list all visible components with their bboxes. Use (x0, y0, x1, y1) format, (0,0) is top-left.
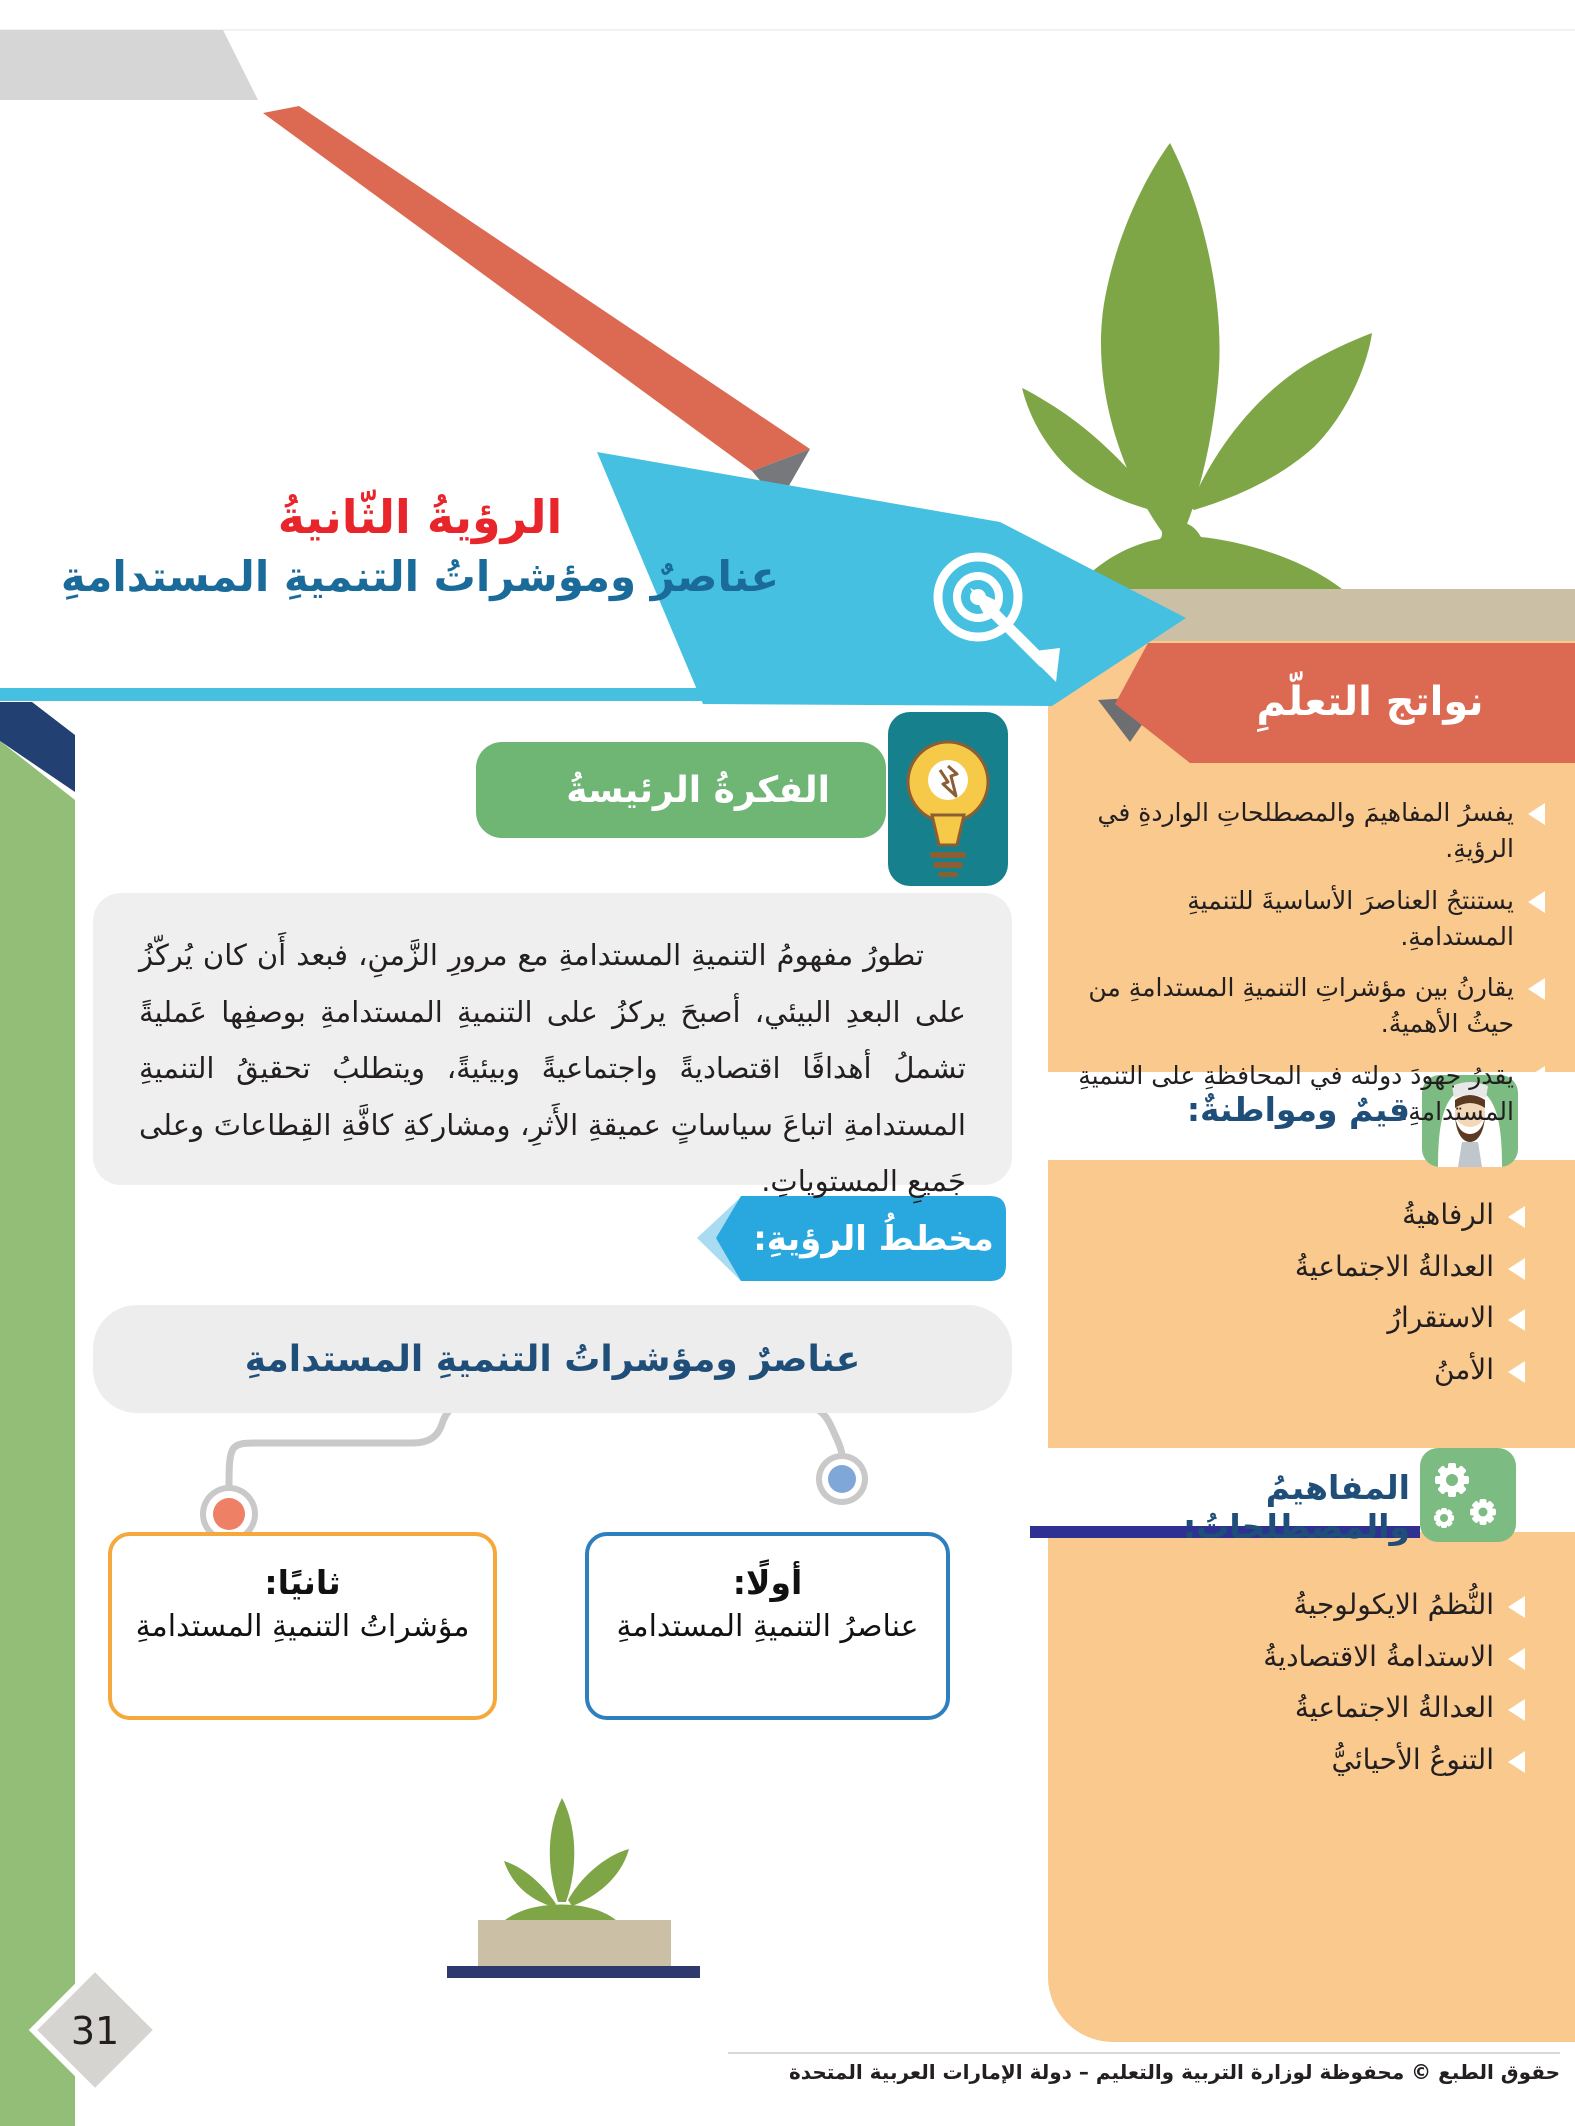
triangle-bullet-icon (1508, 1751, 1525, 1773)
triangle-bullet-icon (1528, 1066, 1545, 1088)
list-item (1100, 1353, 1525, 1387)
list-item (1075, 795, 1545, 868)
lesson-title-red: الرؤيةُ الثّانيةُ (277, 490, 563, 544)
concept-text: النُّظمُ الايكولوجيةُ (1293, 1588, 1494, 1621)
top-hairline (0, 29, 1575, 31)
node-indicators-label: ثانيًا: (264, 1563, 341, 1602)
value-text: العدالةُ الاجتماعيةُ (1294, 1249, 1494, 1283)
triangle-bullet-icon (1508, 1206, 1525, 1228)
gears-icon (1420, 1448, 1516, 1542)
node-elements-text: عناصرُ التنميةِ المستدامةِ (616, 1608, 919, 1644)
value-text: الأمنُ (1433, 1352, 1494, 1386)
outcome-text: يقارنُ بين مؤشراتِ التنميةِ المستدامةِ من حيثُ الأهميةُ. (1088, 973, 1514, 1039)
triangle-bullet-icon (1508, 1648, 1525, 1670)
copyright-footer: حقوق الطبع © محفوظة لوزارة التربية والتعليم – دولة الإمارات العربية المتحدة (788, 2060, 1560, 2084)
seedling-illustration (1022, 143, 1372, 589)
triangle-bullet-icon (1528, 803, 1545, 825)
concept-text: الاستدامةُ الاقتصاديةُ (1263, 1639, 1494, 1673)
main-idea-heading: الفكرةُ الرئيسةُ (566, 769, 830, 811)
gray-corner-band (0, 30, 258, 100)
small-plant-illustration (447, 1798, 700, 1978)
triangle-bullet-icon (1528, 891, 1545, 913)
node-indicators (108, 1532, 497, 1720)
concepts-heading: المفاهيمُ والمصطلحاتُ: (1182, 1468, 1410, 1546)
node-indicators-text: مؤشراتُ التنميةِ المستدامةِ (135, 1608, 470, 1644)
list-item (1100, 1743, 1525, 1777)
list-item (1100, 1640, 1525, 1674)
connector-dot-orange (213, 1498, 245, 1530)
main-idea-box (93, 893, 1012, 1199)
value-text: الرفاهيةُ (1402, 1198, 1494, 1231)
diagram-connector (229, 1403, 842, 1491)
triangle-bullet-icon (1528, 978, 1545, 1000)
page-number: 31 (70, 2009, 120, 2053)
value-text: الاستقرارُ (1387, 1301, 1494, 1335)
list-item (1100, 1691, 1525, 1725)
vision-map-root: عناصرٌ ومؤشراتُ التنميةِ المستدامةِ (93, 1305, 1012, 1413)
lesson-title (40, 486, 800, 607)
triangle-bullet-icon (1508, 1361, 1525, 1383)
red-diagonal-stripe (263, 106, 810, 471)
concept-text: التنوعُ الأحيائيُّ (1331, 1742, 1494, 1776)
node-elements-label: أولًا: (732, 1563, 803, 1602)
main-idea-banner (476, 742, 886, 838)
values-list (1100, 1198, 1525, 1404)
triangle-bullet-icon (1508, 1258, 1525, 1280)
footer-hairline (728, 2052, 1560, 2054)
outcome-text: يستنتجُ العناصرَ الأساسيةَ للتنميةِ المستدامةِ. (1187, 885, 1514, 951)
concepts-list (1100, 1588, 1525, 1794)
triangle-bullet-icon (1508, 1596, 1525, 1618)
vision-map-heading: مخططُ الرؤيةِ: (753, 1218, 994, 1259)
connector-dot-blue (828, 1465, 856, 1493)
lesson-title-blue: عناصرٌ ومؤشراتُ التنميةِ المستدامةِ (60, 552, 780, 602)
main-idea-paragraph: تطورُ مفهومُ التنميةِ المستدامةِ مع مرورِ الزَّمنِ، فبعد أَن كان يُركّزُ على البعدِ البيئي، أصبحَ يركزُ على التنميةِ المستدامةِ بوصفِها عَمليةً تشملُ أهدافًا اقتصاديةً واجتماعيةً وبيئيةً، ويتطلبُ تحقيقُ التنميةِ المستدامةِ اتباعَ سياساتٍ عميقةِ الأَثرِ، ومشاركةِ كافَّةِ القِطاعاتَ وعلى جَميعِ المستوياتِ. (139, 938, 966, 1199)
list-item (1100, 1588, 1525, 1622)
list-item (1075, 883, 1545, 956)
lightbulb-icon (888, 712, 1008, 886)
list-item (1100, 1198, 1525, 1232)
triangle-bullet-icon (1508, 1699, 1525, 1721)
outcome-text: يقدرُ جهودَ دولته في المحافظةِ على التنميةِ المستدامةِ. (1078, 1060, 1514, 1126)
left-green-band (0, 741, 75, 2126)
outcome-text: يفسرُ المفاهيمَ والمصطلحاتِ الواردةِ في الرؤيةِ. (1097, 798, 1514, 864)
list-item (1075, 970, 1545, 1043)
list-item (1100, 1301, 1525, 1335)
triangle-bullet-icon (1508, 1309, 1525, 1331)
list-item (1100, 1250, 1525, 1284)
values-heading: قيمٌ ومواطنةٌ: (1186, 1090, 1410, 1129)
concept-text: العدالةُ الاجتماعيةُ (1294, 1691, 1494, 1725)
node-elements (585, 1532, 950, 1720)
outcomes-heading: نواتج التعلّمِ (1256, 679, 1484, 725)
